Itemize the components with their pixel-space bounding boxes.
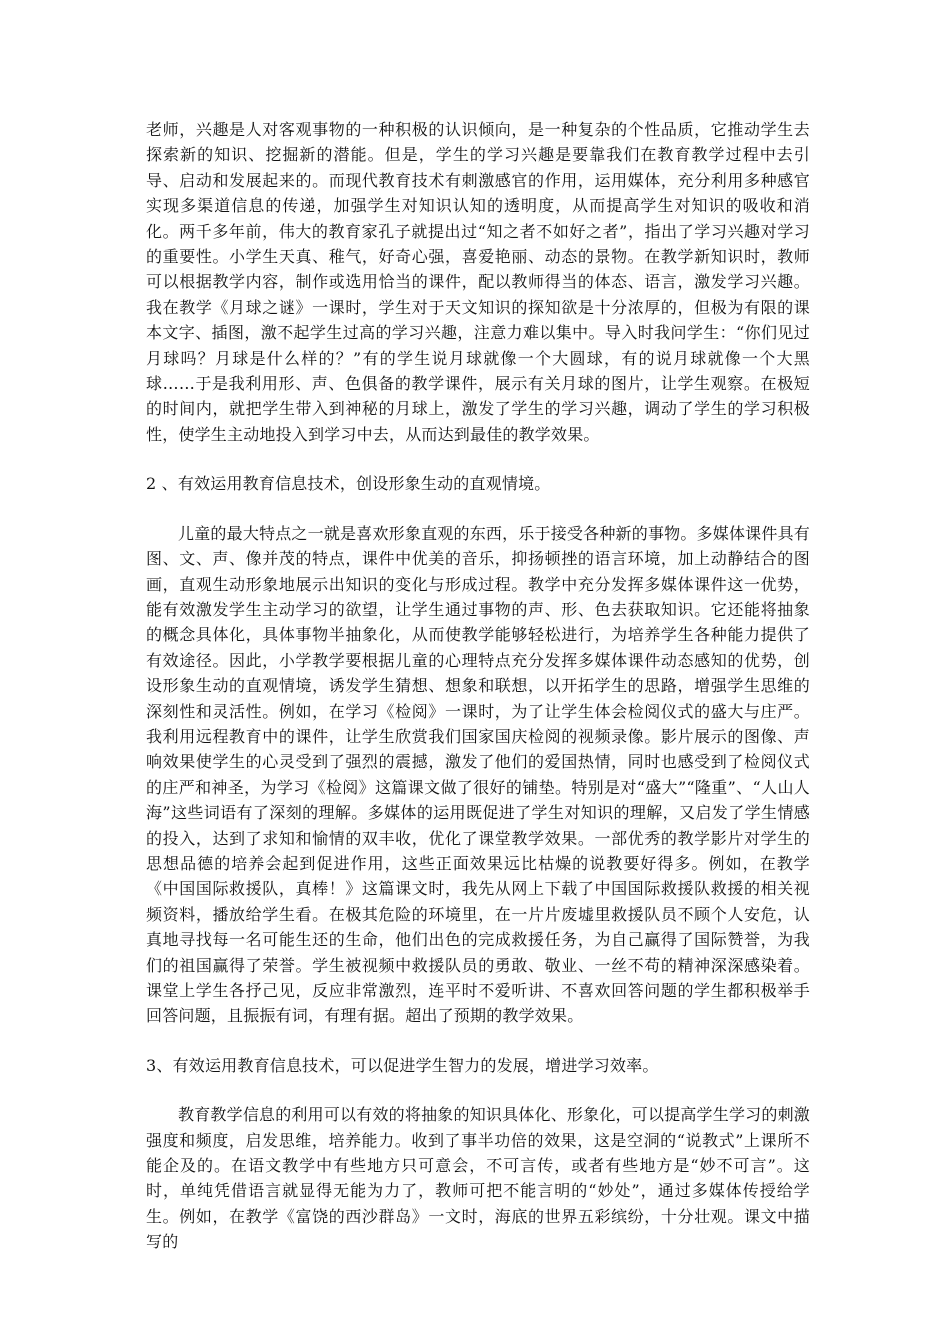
document-body <box>146 117 810 1255</box>
paragraph-visual-context: 儿童的最大特点之一就是喜欢形象直观的东西，乐于接受各种新的事物。多媒体课件具有图、文、声、像并茂的特点，课件中优美的音乐，抑扬顿挫的语言环境，加上动静结合的图画，直观生动形象地展示出知识的变化与形成过程。教学中充分发挥多媒体课件这一优势，能有效激发学生主动学习的欲望，让学生通过事物的声、形、色去获取知识。它还能将抽象的概念具体化，具体事物半抽象化，从而使教学能够轻松进行，为培养学生各种能力提供了有效途径。因此，小学教学要根据儿童的心理特点充分发挥多媒体课件动态感知的优势，创设形象生动的直观情境，诱发学生猜想、想象和联想，以开拓学生的思路，增强学生思维的深刻性和灵活性。例如，在学习《检阅》一课时，为了让学生体会检阅仪式的盛大与庄严。我利用远程教育中的课件，让学生欣赏我们国家国庆检阅的视频录像。影片展示的图像、声响效果使学生的心灵受到了强烈的震撼，激发了他们的爱国热情，同时也感受到了检阅仪式的庄严和神圣，为学习《检阅》这篇课文做了很好的铺垫。特别是对“盛大”“隆重”、“人山人海”这些词语有了深刻的理解。多媒体的运用既促进了学生对知识的理解，又启发了学生情感的投入，达到了求知和愉情的双丰收，优化了课堂教学效果。一部优秀的教学影片对学生的思想品德的培养会起到促进作用，这些正面效果远比枯燥的说教要好得多。例如，在教学《中国国际救援队，真棒！》这篇课文时，我先从网上下载了中国国际救援队救援的相关视频资料，播放给学生看。在极其危险的环境里，在一片片废墟里救援队员不顾个人安危，认真地寻找每一名可能生还的生命，他们出色的完成救援任务，为自己赢得了国际赞誉，为我们的祖国赢得了荣誉。学生被视频中救援队员的勇敢、敬业、一丝不苟的精神深深感染着。课堂上学生各抒己见，反应非常激烈，连平时不爱听讲、不喜欢回答问题的学生都积极举手回答问题，且振振有词，有理有据。超出了预期的教学效果。 <box>146 523 810 1026</box>
paragraph-gap <box>146 1029 810 1053</box>
paragraph-intelligence: 教育教学信息的利用可以有效的将抽象的知识具体化、形象化，可以提高学生学习的刺激强度和频度，启发思维，培养能力。收到了事半功倍的效果，这是空洞的“说教式”上课所不能企及的。在语文教学中有些地方只可意会，不可言传，或者有些地方是“妙不可言”。这时，单纯凭借语言就显得无能为力了，教师可把不能言明的“妙处”，通过多媒体传授给学生。例如，在教学《富饶的西沙群岛》一文时，海底的世界五彩缤纷，十分壮观。课文中描写的 <box>146 1105 810 1252</box>
section-heading-3: 3、有效运用教育信息技术，可以促进学生智力的发展，增进学习效率。 <box>146 1055 659 1075</box>
paragraph-gap <box>146 497 810 521</box>
section-heading-2: 2 、有效运用教育信息技术，创设形象生动的直观情境。 <box>146 474 551 494</box>
paragraph-gap <box>146 1078 810 1102</box>
paragraph-interest: 老师，兴趣是人对客观事物的一种积极的认识倾向，是一种复杂的个性品质，它推动学生去探索新的知识、挖掘新的潜能。但是，学生的学习兴趣是要靠我们在教育教学过程中去引导、启动和发展起来的。而现代教育技术有刺激感官的作用，运用媒体，充分利用多种感官实现多渠道信息的传递，加强学生对知识认知的透明度，从而提高学生对知识的吸收和消化。两千多年前，伟大的教育家孔子就提出过“知之者不如好之者”，指出了学习兴趣对学习的重要性。小学生天真、稚气，好奇心强，喜爱艳丽、动态的景物。在教学新知识时，教师可以根据教学内容，制作或选用恰当的课件，配以教师得当的体态、语言，激发学习兴趣。我在教学《月球之谜》一课时，学生对于天文知识的探知欲是十分浓厚的，但极为有限的课本文字、插图，激不起学生过高的学习兴趣，注意力难以集中。导入时我问学生：“你们见过月球吗？月球是什么样的？”有的学生说月球就像一个大圆球，有的说月球就像一个大黑球……于是我利用形、声、色俱备的教学课件，展示有关月球的图片，让学生观察。在极短的时间内，就把学生带入到神秘的月球上，激发了学生的学习兴趣，调动了学生的学习积极性，使学生主动地投入到学习中去，从而达到最佳的教学效果。 <box>146 120 810 444</box>
paragraph-gap <box>146 447 810 471</box>
